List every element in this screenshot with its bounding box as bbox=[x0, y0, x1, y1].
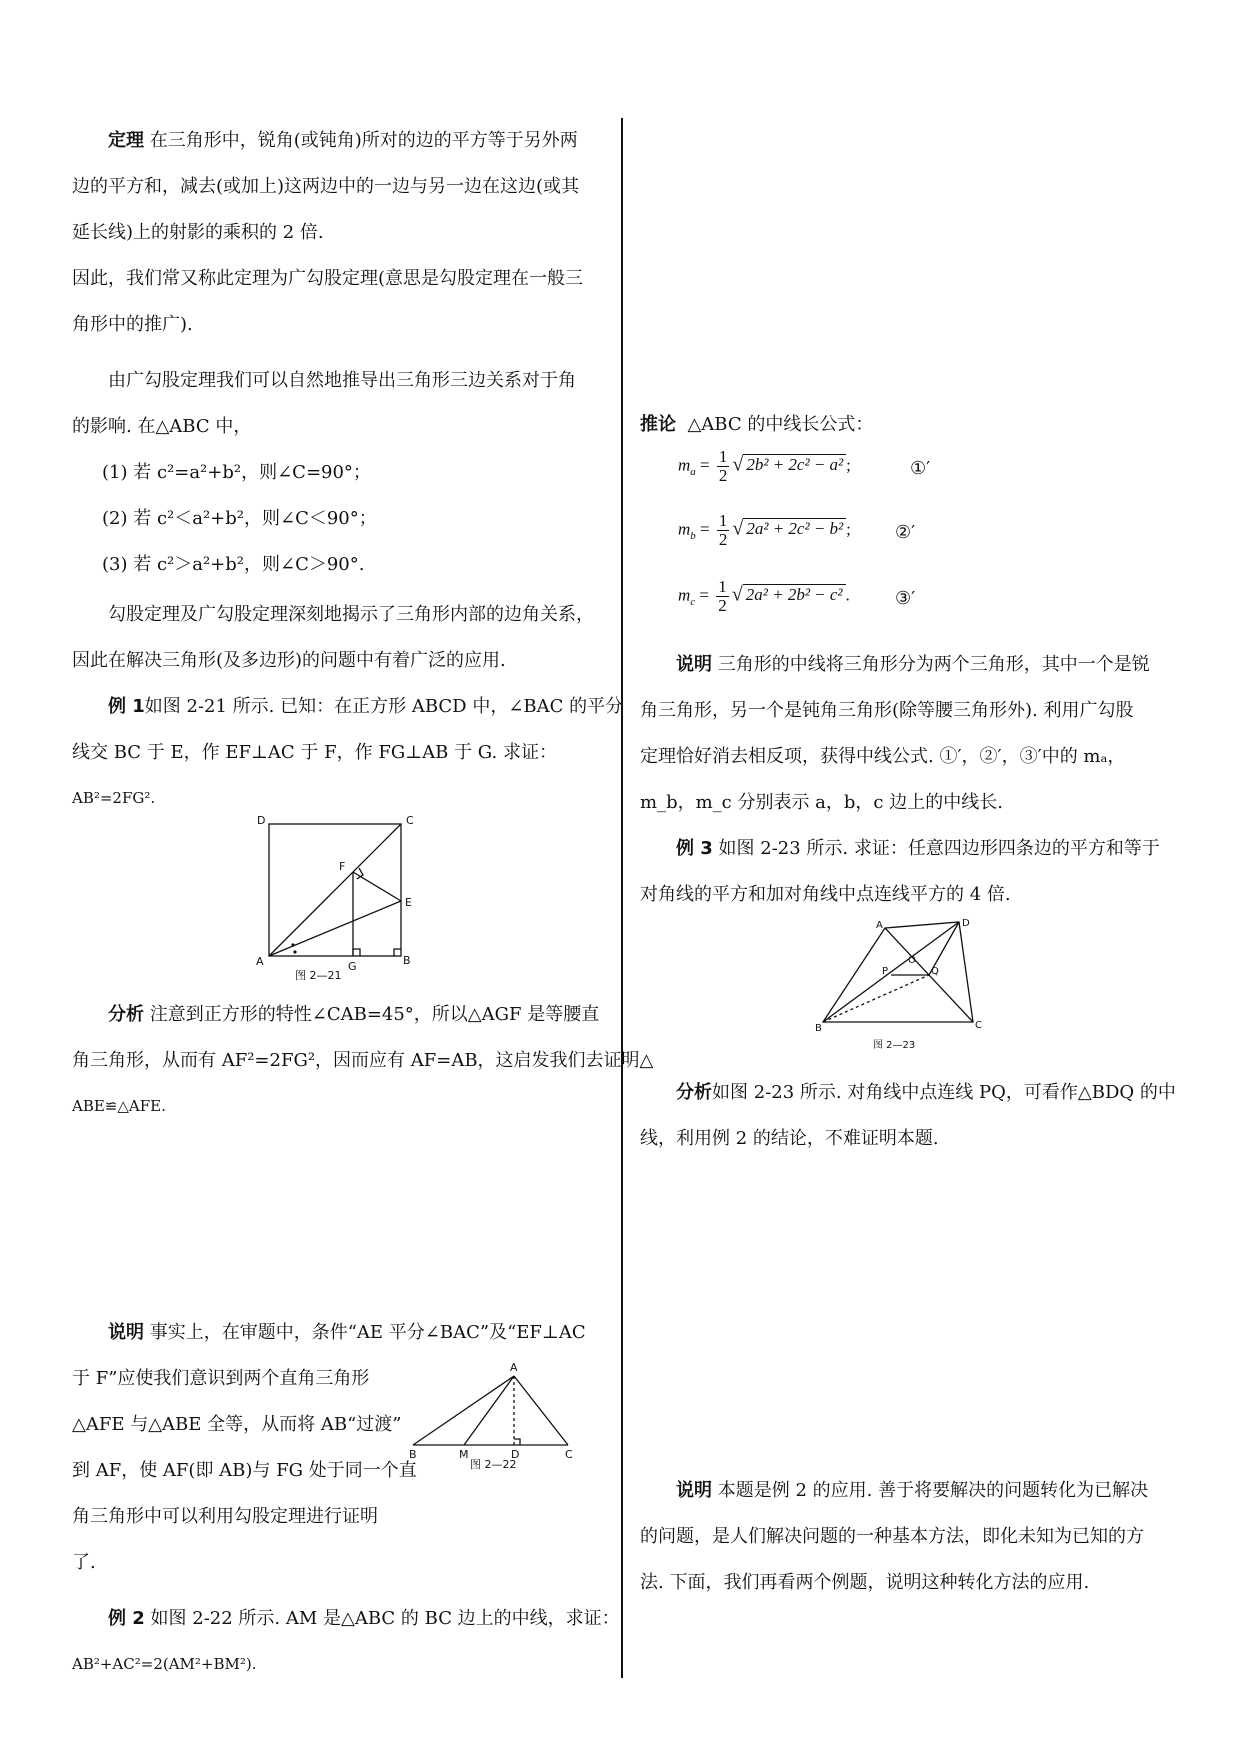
analysis-line-3: ABE≌△AFE. bbox=[72, 1097, 166, 1115]
label-g: G bbox=[348, 960, 357, 973]
label-b: B bbox=[815, 1023, 822, 1034]
label-b: B bbox=[409, 1448, 417, 1461]
figure-2-23-caption: 图 2—23 bbox=[873, 1040, 916, 1051]
formula-mc: $m_c$ = $\frac{1}{2}$ √ 2a² + 2b² − c² . bbox=[678, 577, 850, 615]
segment-ab bbox=[413, 1376, 514, 1445]
angle-mark-1 bbox=[291, 943, 294, 946]
label-d: D bbox=[257, 814, 266, 827]
example-3-line-1: 例 3 如图 2-23 所示. 求证：任意四边形四条边的平方和等于 bbox=[676, 838, 1160, 859]
corollary-label: 推论 bbox=[640, 414, 676, 435]
explanation-line-4: m_b，m_c 分别表示 a，b，c 边上的中线长. bbox=[640, 792, 1003, 813]
median-am bbox=[464, 1376, 514, 1445]
figure-2-22 bbox=[408, 1360, 578, 1470]
example-2-line-2: AB²+AC²=2(AM²+BM²). bbox=[72, 1655, 257, 1673]
example-1-line-1: 例 1如图 2-21 所示. 已知：在正方形 ABCD 中，∠BAC 的平分 bbox=[108, 696, 624, 717]
example-3-line-2: 对角线的平方和加对角线中点连线平方的 4 倍. bbox=[640, 884, 1011, 905]
example-3-label: 例 3 bbox=[676, 838, 713, 859]
formula-mb: $m_b$ = $\frac{1}{2}$ √ 2a² + 2c² − b² ; bbox=[678, 511, 851, 549]
theorem-label: 定理 bbox=[108, 130, 144, 151]
figure-2-23 bbox=[815, 918, 995, 1058]
case-1: (1) 若 c²=a²+b²，则∠C=90°； bbox=[102, 462, 371, 483]
explanation-line-1: 说明 三角形的中线将三角形分为两个三角形，其中一个是锐 bbox=[676, 654, 1150, 675]
formula-ma: $m_a$ = $\frac{1}{2}$ √ 2b² + 2c² − a² ; bbox=[678, 447, 851, 485]
explanation-label: 说明 bbox=[676, 654, 712, 675]
corollary-line: 推论 △ABC 的中线长公式： bbox=[640, 414, 874, 435]
note-2-line-3: 法. 下面，我们再看两个例题，说明这种转化方法的应用. bbox=[640, 1572, 1090, 1593]
label-a: A bbox=[876, 920, 883, 931]
note-label: 说明 bbox=[108, 1322, 144, 1343]
label-m: M bbox=[459, 1448, 469, 1461]
bisector-ae bbox=[269, 901, 401, 956]
analysis-line-2: 角三角形，从而有 AF²=2FG²，因而应有 AF=AB，这启发我们去证明△ bbox=[72, 1050, 654, 1071]
note-2-line-2: 的问题，是人们解决问题的一种基本方法，即化未知为已知的方 bbox=[640, 1526, 1144, 1547]
example-2-label: 例 2 bbox=[108, 1608, 145, 1629]
note-line-4: 到 AF，使 AF(即 AB)与 FG 处于同一个直 bbox=[72, 1460, 417, 1481]
intro-line-2: 角形中的推广). bbox=[72, 314, 193, 335]
case-2: (2) 若 c²＜a²+b²，则∠C＜90°； bbox=[102, 508, 377, 529]
figure-2-21-caption: 图 2—21 bbox=[295, 969, 342, 982]
note-line-3: △AFE 与△ABE 全等，从而将 AB“过渡” bbox=[72, 1414, 402, 1435]
formula-mc-mark: ③′ bbox=[895, 588, 916, 609]
reveal-line-1: 勾股定理及广勾股定理深刻地揭示了三角形内部的边角关系， bbox=[108, 604, 594, 625]
label-f: F bbox=[339, 860, 346, 873]
label-p: P bbox=[882, 966, 889, 977]
label-d: D bbox=[511, 1448, 520, 1461]
figure-2-22-caption: 图 2—22 bbox=[470, 1458, 517, 1470]
explanation-line-2: 角三角形，另一个是钝角三角形(除等腰三角形外). 利用广勾股 bbox=[640, 700, 1134, 721]
analysis-3-label: 分析 bbox=[676, 1082, 712, 1103]
derive-line-2: 的影响. 在△ABC 中， bbox=[72, 416, 252, 437]
intro-line-1: 因此，我们常又称此定理为广勾股定理(意思是勾股定理在一般三 bbox=[72, 268, 584, 289]
label-c: C bbox=[565, 1448, 573, 1461]
example-1-label: 例 1 bbox=[108, 696, 145, 717]
theorem-line-3: 延长线)上的射影的乘积的 2 倍. bbox=[72, 222, 324, 243]
note-line-2: 于 F”应使我们意识到两个直角三角形 bbox=[72, 1368, 370, 1389]
label-c: C bbox=[975, 1020, 982, 1031]
reveal-line-2: 因此在解决三角形(及多边形)的问题中有着广泛的应用. bbox=[72, 650, 506, 671]
label-e: E bbox=[405, 896, 412, 909]
label-a: A bbox=[510, 1361, 518, 1374]
example-2-line-1: 例 2 如图 2-22 所示. AM 是△ABC 的 BC 边上的中线，求证： bbox=[108, 1608, 620, 1629]
analysis-3-line-2: 线，利用例 2 的结论，不难证明本题. bbox=[640, 1128, 939, 1149]
figure-2-21 bbox=[255, 812, 425, 982]
case-3: (3) 若 c²＞a²+b²，则∠C＞90°. bbox=[102, 554, 365, 575]
analysis-3-line-1: 分析如图 2-23 所示. 对角线中点连线 PQ，可看作△BDQ 的中 bbox=[676, 1082, 1176, 1103]
note-line-1: 说明 事实上，在审题中，条件“AE 平分∠BAC”及“EF⊥AC bbox=[108, 1322, 586, 1343]
label-c: C bbox=[406, 814, 414, 827]
formula-ma-mark: ①′ bbox=[910, 458, 931, 479]
label-q: Q bbox=[931, 966, 939, 977]
label-o: O bbox=[908, 955, 916, 966]
analysis-line-1: 分析 注意到正方形的特性∠CAB=45°，所以△AGF 是等腰直 bbox=[108, 1004, 600, 1025]
right-angle-b bbox=[394, 949, 401, 956]
derive-line-1: 由广勾股定理我们可以自然地推导出三角形三边关系对于角 bbox=[108, 370, 576, 391]
label-a: A bbox=[256, 955, 264, 968]
explanation-line-3: 定理恰好消去相反项，获得中线公式. ①′，②′，③′中的 mₐ， bbox=[640, 746, 1126, 767]
diagonal-ac bbox=[269, 824, 401, 956]
label-d: D bbox=[962, 918, 970, 929]
right-angle-g bbox=[353, 949, 360, 956]
note-line-6: 了. bbox=[72, 1552, 96, 1573]
formula-mb-mark: ②′ bbox=[895, 522, 916, 543]
right-angle-d bbox=[514, 1439, 520, 1445]
note-2-label: 说明 bbox=[676, 1480, 712, 1501]
theorem-line-1: 定理 在三角形中，锐角(或钝角)所对的边的平方等于另外两 bbox=[108, 130, 578, 151]
note-line-5: 角三角形中可以利用勾股定理进行证明 bbox=[72, 1506, 378, 1527]
example-1-line-2: 线交 BC 于 E，作 EF⊥AC 于 F，作 FG⊥AB 于 G. 求证： bbox=[72, 742, 557, 763]
label-b: B bbox=[403, 954, 411, 967]
analysis-label: 分析 bbox=[108, 1004, 144, 1025]
theorem-line-2: 边的平方和，减去(或加上)这两边中的一边与另一边在这边(或其 bbox=[72, 176, 580, 197]
column-divider bbox=[621, 118, 623, 1678]
example-1-line-3: AB²=2FG². bbox=[72, 789, 156, 807]
note-2-line-1: 说明 本题是例 2 的应用. 善于将要解决的问题转化为已解决 bbox=[676, 1480, 1149, 1501]
segment-ac bbox=[514, 1376, 568, 1445]
angle-mark-2 bbox=[293, 950, 296, 953]
